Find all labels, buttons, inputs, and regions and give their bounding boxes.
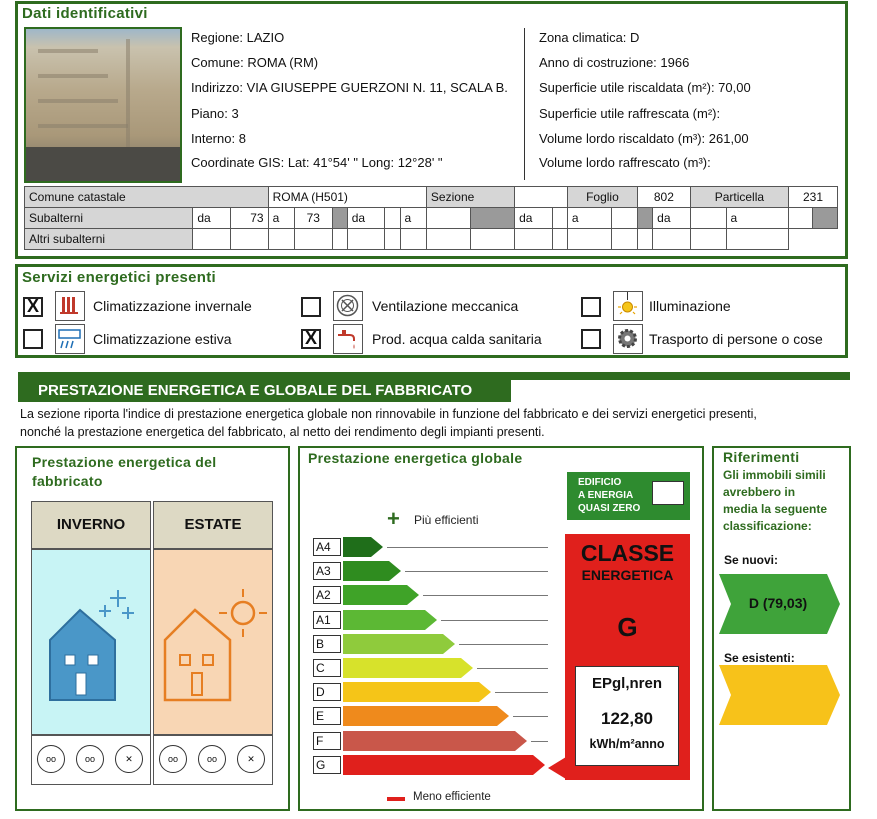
class-label-g: G [313, 756, 341, 774]
catasto-table [24, 186, 838, 250]
class-arrow-f [343, 731, 527, 751]
class-guide-line [531, 741, 548, 742]
nzeb-checkbox[interactable] [652, 481, 684, 505]
comune-catastale-value: ROMA (H501) [268, 187, 426, 208]
face-smile-icon: oo [37, 745, 65, 773]
anno-costruzione: Anno di costruzione: 1966 [539, 55, 690, 70]
column-divider [524, 28, 525, 180]
sub-da-value: 73 [230, 208, 268, 229]
volume-riscaldato: Volume lordo riscaldato (m³): 261,00 [539, 131, 749, 146]
fabbricato-title-1: Prestazione energetica del [32, 454, 217, 470]
ep-label: EPgl,nren [591, 675, 662, 692]
foglio-label: Foglio [567, 187, 637, 208]
riferimenti-title: Riferimenti [723, 449, 800, 465]
meno-efficiente-marker [387, 797, 405, 801]
class-guide-line [405, 571, 548, 572]
gear-icon [613, 324, 643, 354]
class-arrow-g [343, 755, 545, 775]
particella-label: Particella [690, 187, 788, 208]
nzeb-line-3: QUASI ZERO [578, 503, 641, 514]
label-acqua-calda: Prod. acqua calda sanitaria [372, 331, 542, 347]
riferimenti-text-1: Gli immobili simili [723, 468, 826, 482]
cell: a [567, 208, 612, 229]
description-line-2: nonché la prestazione energetica del fabbricato, al netto dei rendimento degli impianti presenti. [20, 425, 545, 439]
riferimenti-text-3: media la seguente [723, 502, 828, 516]
label-trasporto: Trasporto di persone o cose [649, 331, 823, 347]
section-rule [18, 372, 850, 380]
label-climatizzazione-invernale: Climatizzazione invernale [93, 298, 252, 314]
table-row [25, 208, 838, 229]
class-label-a4: A4 [313, 538, 341, 556]
esistenti-label: Se esistenti: [724, 651, 795, 665]
cell: a [400, 208, 426, 229]
superficie-riscaldata: Superficie utile riscaldata (m²): 70,00 [539, 80, 751, 95]
fabbricato-title-2: fabbricato [32, 473, 103, 489]
indirizzo: Indirizzo: VIA GIUSEPPE GUERZONI N. 11, SCALA B. [191, 80, 508, 95]
zona-climatica: Zona climatica: D [539, 30, 640, 45]
face-sad-crossed-icon: ✕ [237, 745, 265, 773]
particella-value: 231 [788, 187, 837, 208]
label-ventilazione-meccanica: Ventilazione meccanica [372, 298, 519, 314]
sezione-label: Sezione [426, 187, 514, 208]
ep-unit: kWh/m²anno [589, 737, 665, 751]
classe-value: G [617, 612, 638, 642]
coordinate: Coordinate GIS: Lat: 41°54' " Long: 12°28' " [191, 155, 443, 170]
ac-icon [55, 324, 85, 354]
class-guide-line [459, 644, 548, 645]
class-arrow-b [343, 634, 455, 654]
nuovi-label: Se nuovi: [724, 553, 779, 567]
class-label-f: F [313, 732, 341, 750]
label-illuminazione: Illuminazione [649, 298, 731, 314]
class-label-a3: A3 [313, 562, 341, 580]
regione: Regione: LAZIO [191, 30, 285, 45]
fan-icon [333, 291, 363, 321]
class-guide-line [477, 668, 548, 669]
class-arrow-a1 [343, 610, 437, 630]
sub-a-value: 73 [294, 208, 332, 229]
class-arrow-a3 [343, 561, 401, 581]
comune: Comune: ROMA (RM) [191, 55, 319, 70]
nzeb-line-1: EDIFICIO [578, 477, 622, 488]
esistenti-arrow [719, 665, 841, 725]
face-sad-crossed-icon: ✕ [115, 745, 143, 773]
class-guide-line [495, 692, 548, 693]
cell: da [515, 208, 553, 229]
classe-label-1: CLASSE [580, 540, 675, 566]
nzeb-line-2: A ENERGIA [578, 490, 634, 501]
face-smile-icon: oo [159, 745, 187, 773]
face-neutral-icon: oo [198, 745, 226, 773]
estate-header: ESTATE [153, 501, 273, 549]
superficie-raffrescata: Superficie utile raffrescata (m²): [539, 106, 721, 121]
riferimenti-text-4: classificazione: [723, 519, 812, 533]
foglio-value: 802 [638, 187, 691, 208]
class-label-a2: A2 [313, 586, 341, 604]
checkbox-climatizzazione-invernale[interactable]: X [23, 297, 43, 317]
riferimenti-text-2: avrebbero in [723, 485, 796, 499]
class-guide-line [387, 547, 548, 548]
class-guide-line [423, 595, 548, 596]
cell: da [653, 208, 691, 229]
winter-house-icon [40, 585, 145, 705]
class-arrow-c [343, 658, 473, 678]
checkbox-climatizzazione-estiva[interactable] [23, 329, 43, 349]
sub-da-label: da [193, 208, 231, 229]
checkbox-illuminazione[interactable] [581, 297, 601, 317]
cell: a [726, 208, 788, 229]
class-guide-line [513, 716, 548, 717]
meno-efficiente-label: Meno efficiente [413, 791, 491, 803]
class-label-a1: A1 [313, 611, 341, 629]
comune-catastale-label: Comune catastale [25, 187, 269, 208]
interno: Interno: 8 [191, 131, 246, 146]
classe-label-2: ENERGETICA [581, 567, 674, 583]
radiator-icon [55, 291, 85, 321]
table-row [25, 229, 838, 250]
piu-efficienti-label: Più efficienti [414, 513, 479, 527]
plus-icon: + [387, 506, 400, 531]
class-arrow-e [343, 706, 509, 726]
checkbox-acqua-calda[interactable]: X [301, 329, 321, 349]
cell: da [347, 208, 385, 229]
building-photo [24, 27, 182, 183]
prestazione-header: PRESTAZIONE ENERGETICA E GLOBALE DEL FABBRICATO [18, 380, 511, 402]
class-label-b: B [313, 635, 341, 653]
sezione-value [515, 187, 568, 208]
class-label-c: C [313, 659, 341, 677]
volume-raffrescato: Volume lordo raffrescato (m³): [539, 155, 711, 170]
checkbox-ventilazione-meccanica[interactable] [301, 297, 321, 317]
class-label-e: E [313, 707, 341, 725]
table-row [25, 187, 838, 208]
sub-a-label: a [268, 208, 294, 229]
faucet-icon [333, 324, 363, 354]
checkbox-trasporto[interactable] [581, 329, 601, 349]
ep-value: 122,80 [601, 709, 653, 728]
inverno-header: INVERNO [31, 501, 151, 549]
dati-title: Dati identificativi [22, 5, 148, 22]
class-arrow-d [343, 682, 491, 702]
piano: Piano: 3 [191, 106, 239, 121]
class-label-d: D [313, 683, 341, 701]
label-climatizzazione-estiva: Climatizzazione estiva [93, 331, 232, 347]
altri-subalterni-label: Altri subalterni [25, 229, 193, 250]
summer-house-icon [160, 585, 270, 705]
nuovi-value: D (79,03) [748, 595, 808, 611]
class-arrow-a2 [343, 585, 419, 605]
face-neutral-icon: oo [76, 745, 104, 773]
description-line-1: La sezione riporta l'indice di prestazione energetica globale non rinnovabile in funzione del fabbricato e dei servizi energetici presenti, [20, 407, 757, 421]
bulb-icon [613, 291, 643, 321]
subalterni-label: Subalterni [25, 208, 193, 229]
classe-pointer [548, 757, 566, 779]
servizi-title: Servizi energetici presenti [22, 269, 217, 286]
class-guide-line [441, 620, 548, 621]
globale-title: Prestazione energetica globale [308, 450, 523, 466]
